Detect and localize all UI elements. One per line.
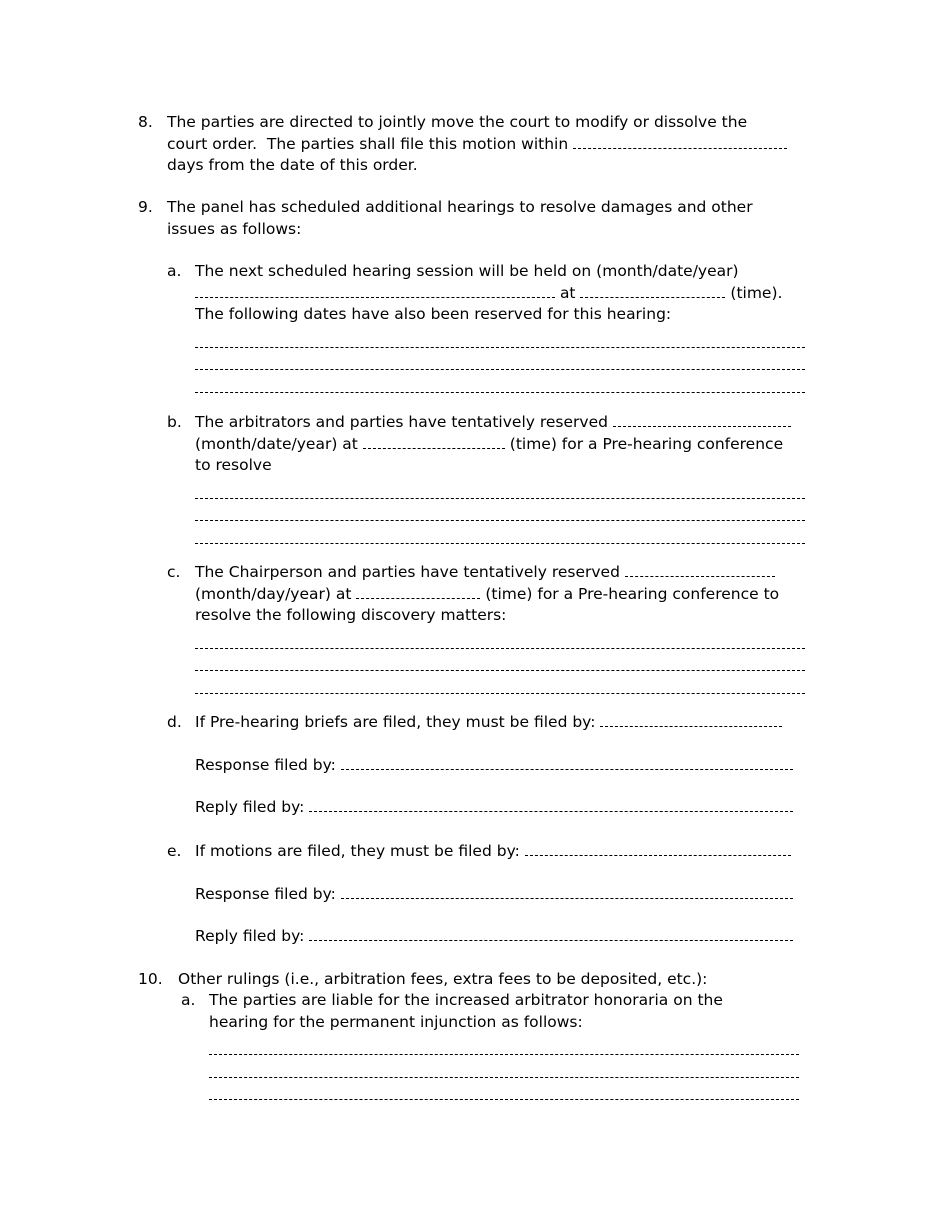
discovery-time-blank[interactable] bbox=[356, 584, 480, 599]
days-blank[interactable] bbox=[573, 134, 787, 149]
item-9b-line-2b: (time) for a Pre-hearing conference bbox=[509, 434, 784, 453]
conference-time-blank[interactable] bbox=[363, 434, 505, 449]
motions-reply-blank[interactable] bbox=[309, 926, 793, 941]
item-9-line-2: issues as follows: bbox=[167, 219, 302, 238]
item-number: 8. bbox=[138, 113, 153, 131]
item-number: 9. bbox=[138, 198, 153, 216]
briefs-filed-blank[interactable] bbox=[600, 712, 782, 727]
briefs-filed-label: If Pre-hearing briefs are filed, they must be filed by: bbox=[195, 713, 596, 731]
item-9b-line-3: to resolve bbox=[195, 456, 272, 474]
item-9c-line-1-text: The Chairperson and parties have tentatively reserved bbox=[195, 563, 620, 581]
sub-letter: a. bbox=[181, 991, 196, 1009]
resolve-lines bbox=[195, 483, 805, 544]
resolve-line[interactable] bbox=[195, 505, 805, 521]
motions-filed-label: If motions are filed, they must be filed by: bbox=[195, 842, 520, 860]
item-9c-line-2a: (month/day/year) at bbox=[195, 584, 352, 603]
reply-label: Reply filed by: bbox=[195, 927, 305, 945]
item-8-line-2 bbox=[167, 134, 817, 156]
item-8-line-3: days from the date of this order. bbox=[167, 156, 418, 174]
item-number: 10. bbox=[138, 970, 163, 988]
sub-letter: a. bbox=[167, 262, 182, 280]
sub-letter: e. bbox=[167, 842, 182, 860]
item-10a-line-2: hearing for the permanent injunction as follows: bbox=[209, 1012, 583, 1031]
motions-response-blank[interactable] bbox=[341, 884, 793, 899]
time-label: (time). bbox=[730, 283, 783, 302]
honoraria-line[interactable] bbox=[209, 1084, 799, 1100]
item-9c-line-3: resolve the following discovery matters: bbox=[195, 606, 507, 624]
item-8-line-1: The parties are directed to jointly move the court to modify or dissolve the bbox=[167, 113, 748, 131]
sub-letter: d. bbox=[167, 713, 182, 731]
reserved-dates-line[interactable] bbox=[195, 377, 805, 393]
item-9a-line-3: The following dates have also been reserved for this hearing: bbox=[195, 305, 672, 323]
item-9d-response bbox=[195, 755, 815, 777]
response-label: Response filed by: bbox=[195, 755, 336, 774]
item-9a-line-2 bbox=[195, 283, 815, 305]
discovery-line[interactable] bbox=[195, 633, 805, 649]
item-9b-line-1-text: The arbitrators and parties have tentatively reserved bbox=[195, 413, 608, 431]
item-9c-line-2 bbox=[195, 584, 815, 606]
item-9e-line-1 bbox=[195, 841, 815, 863]
sub-letter: c. bbox=[167, 563, 181, 581]
item-9c-line-2b: (time) for a Pre-hearing conference to bbox=[485, 584, 780, 603]
at-label: at bbox=[559, 283, 576, 302]
conference-date-blank[interactable] bbox=[613, 412, 791, 427]
briefs-reply-blank[interactable] bbox=[309, 797, 793, 812]
discovery-lines bbox=[195, 633, 805, 694]
discovery-date-blank[interactable] bbox=[625, 562, 775, 577]
honoraria-lines bbox=[209, 1039, 799, 1100]
item-9d-reply bbox=[195, 797, 815, 819]
hearing-time-blank[interactable] bbox=[580, 283, 725, 298]
item-9b-line-2a: (month/date/year) at bbox=[195, 434, 358, 453]
discovery-line[interactable] bbox=[195, 655, 805, 671]
reserved-dates-line[interactable] bbox=[195, 354, 805, 370]
item-9e-reply bbox=[195, 926, 815, 948]
item-8-line-2-text: court order. The parties shall file this motion within bbox=[167, 134, 569, 153]
item-9-line-1: The panel has scheduled additional hearings to resolve damages and other bbox=[167, 198, 753, 216]
item-9e-response bbox=[195, 884, 815, 906]
discovery-line[interactable] bbox=[195, 678, 805, 694]
item-9d-line-1 bbox=[195, 712, 815, 734]
resolve-line[interactable] bbox=[195, 483, 805, 499]
item-9b-line-2 bbox=[195, 434, 815, 456]
reserved-dates-lines bbox=[195, 332, 805, 393]
honoraria-line[interactable] bbox=[209, 1039, 799, 1055]
item-9a-line-1: The next scheduled hearing session will be held on (month/date/year) bbox=[195, 262, 739, 280]
resolve-line[interactable] bbox=[195, 528, 805, 544]
motions-filed-blank[interactable] bbox=[525, 841, 791, 856]
item-10-line-1: Other rulings (i.e., arbitration fees, extra fees to be deposited, etc.): bbox=[178, 970, 708, 988]
briefs-response-blank[interactable] bbox=[341, 755, 793, 770]
honoraria-line[interactable] bbox=[209, 1062, 799, 1078]
hearing-date-blank[interactable] bbox=[195, 283, 555, 298]
item-10a-line-1: The parties are liable for the increased arbitrator honoraria on the bbox=[209, 991, 723, 1009]
item-9b-line-1 bbox=[195, 412, 815, 434]
sub-letter: b. bbox=[167, 413, 182, 431]
response-label: Response filed by: bbox=[195, 884, 336, 903]
item-9c-line-1 bbox=[195, 562, 815, 584]
reserved-dates-line[interactable] bbox=[195, 332, 805, 348]
reply-label: Reply filed by: bbox=[195, 798, 305, 816]
